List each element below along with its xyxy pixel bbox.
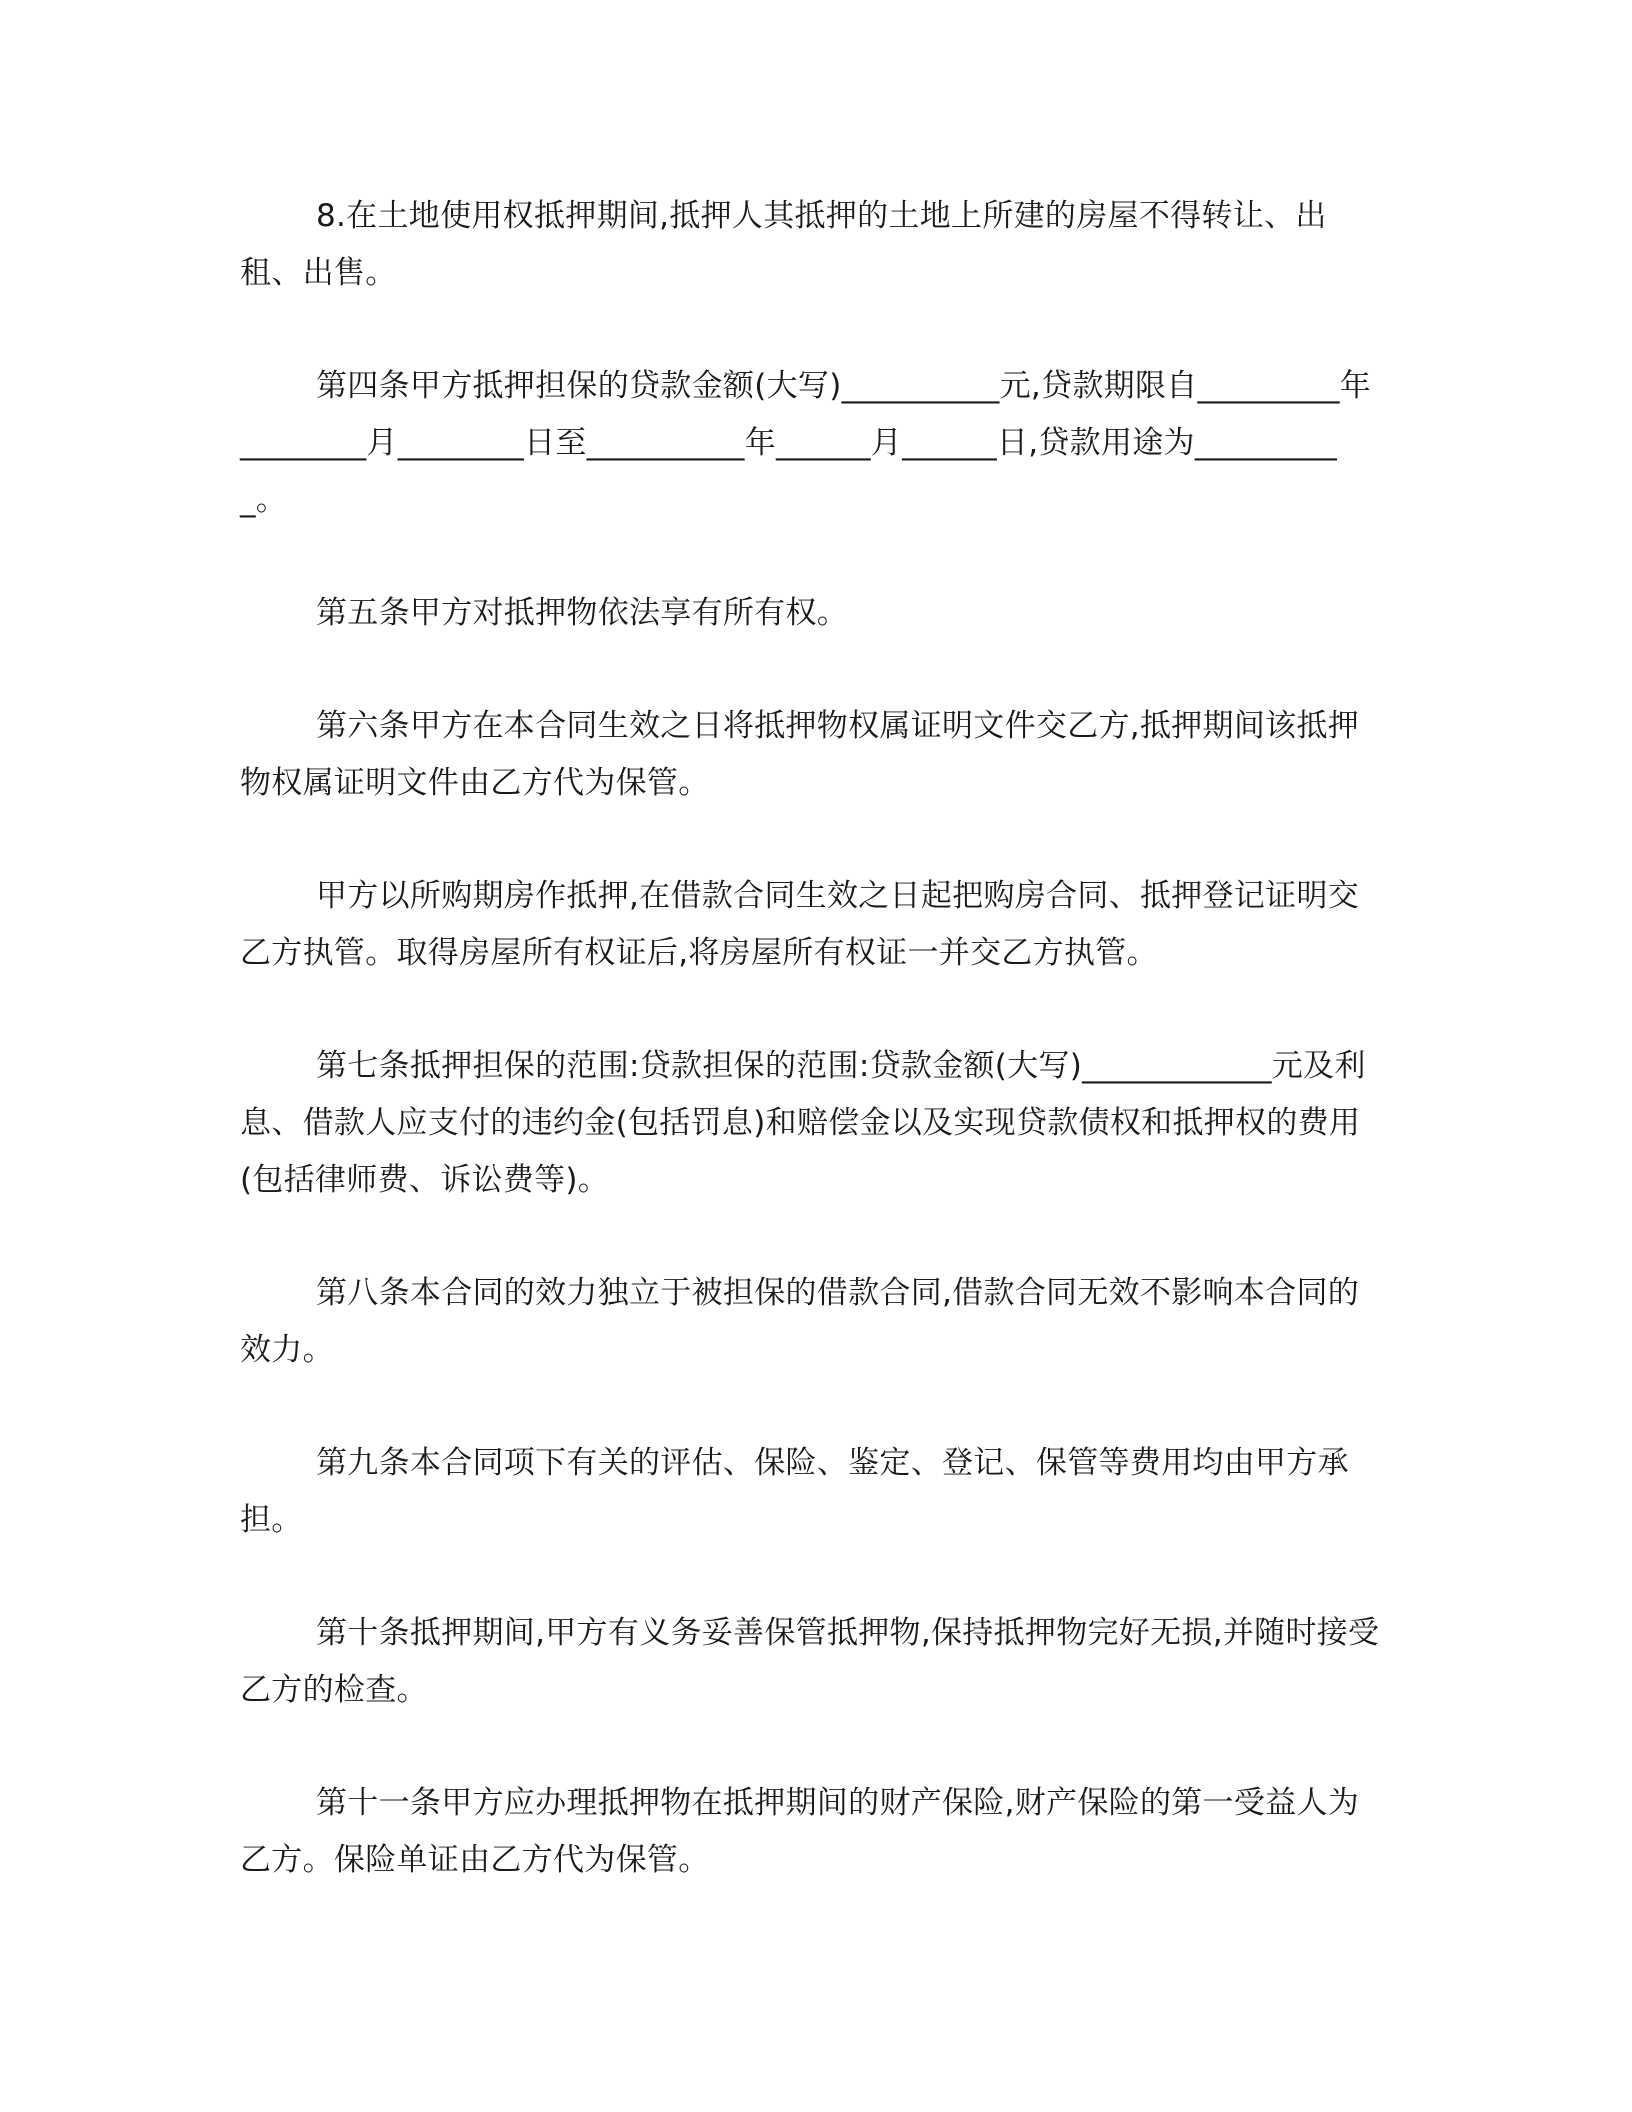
paragraph-presale-housing: 甲方以所购期房作抵押,在借款合同生效之日起把购房合同、抵押登记证明交乙方执管。取得房屋所有权证后,将房屋所有权证一并交乙方执管。 — [240, 878, 1360, 971]
paragraph-article-5-ownership: 第五条甲方对抵押物依法享有所有权。 — [316, 595, 849, 631]
paragraph-article-10-custody: 第十条抵押期间,甲方有义务妥善保管抵押物,保持抵押物完好无损,并随时接受乙方的检查。 — [240, 1615, 1380, 1708]
paragraph-article-8-validity: 第八条本合同的效力独立于被担保的借款合同,借款合同无效不影响本合同的效力。 — [240, 1275, 1360, 1368]
paragraph-article-4-loan-amount: 第四条甲方抵押担保的贷款金额(大写)__________元,贷款期限自_________年________月________日至__________年______月______日,贷款用途为__________。 — [240, 368, 1372, 518]
paragraph-article-6-certificates: 第六条甲方在本合同生效之日将抵押物权属证明文件交乙方,抵押期间该抵押物权属证明文件由乙方代为保管。 — [240, 708, 1360, 801]
document-body — [240, 188, 1380, 1945]
paragraph-article-11-insurance: 第十一条甲方应办理抵押物在抵押期间的财产保险,财产保险的第一受益人为乙方。保险单证由乙方代为保管。 — [240, 1785, 1360, 1878]
paragraph-clause-8-land-use: 8.在土地使用权抵押期间,抵押人其抵押的土地上所建的房屋不得转让、出租、出售。 — [240, 198, 1327, 291]
paragraph-article-7-scope: 第七条抵押担保的范围:贷款担保的范围:贷款金额(大写)____________元及利息、借款人应支付的违约金(包括罚息)和赔偿金以及实现贷款债权和抵押权的费用(包括律师费、诉讼费等)。 — [240, 1048, 1366, 1198]
paragraph-article-9-fees: 第九条本合同项下有关的评估、保险、鉴定、登记、保管等费用均由甲方承担。 — [240, 1445, 1349, 1538]
